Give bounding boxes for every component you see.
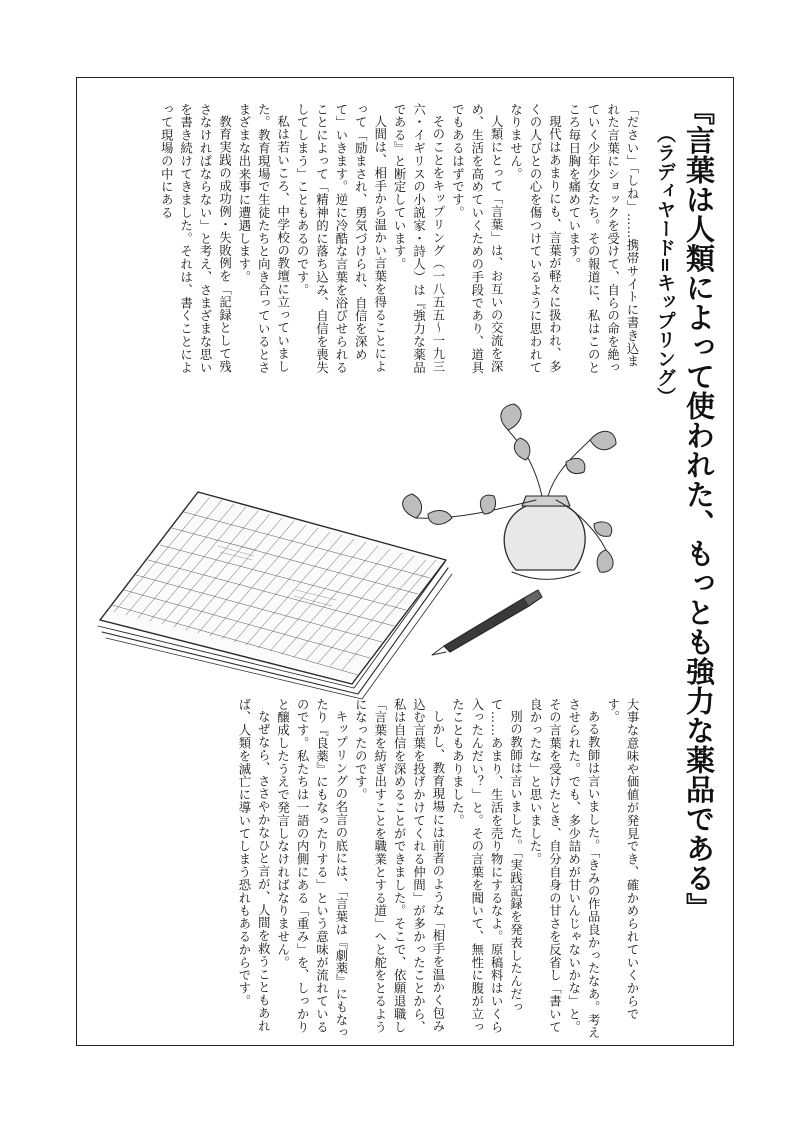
manuscript-and-plant-illustration	[96, 400, 636, 700]
paragraph: 人間は、相手から温かい言葉を得ることによって「励まされ、勇気づけられ、自信を深めて」いきます。逆に冷酷な言葉を浴びせられることによって「精神的に落ち込み、自信を喪失してしまう」こともあるのです。	[295, 103, 387, 374]
paragraph: 現代はあまりにも、言葉が軽々に扱われ、多くの人びとの心を傷つけているように思われてなりません。	[508, 103, 562, 374]
paragraph: キップリングの名言の底には、「言葉は『劇薬』にもなったり『良薬』にもなったりする」という意味が流れているのです。私たちは一語の内側にある「重み」を、しっかりと醸成したうえで発言しなければなりません。	[275, 698, 348, 1040]
body-text-lower	[96, 698, 641, 1041]
paragraph: ある教師は言いました。「きみの作品良かったなあ。考えさせられた。でも、多少詰めが甘いんじゃないかな」と。その言葉を受けたとき、自分自身の甘さを反省し「書いて良かったな」と思いました。	[527, 698, 601, 1040]
paragraph: 大事な意味や価値が発見でき、確かめられていくからです。	[605, 698, 639, 1021]
paragraph: 人類にとって「言葉」は、お互いの交流を深め、生活を高めていくための手段であり、道具でもあるはずです。	[450, 103, 504, 374]
article-title: 『言葉は人類によって使われた、もっとも強力な薬品である』	[682, 96, 716, 922]
paragraph: そのことをキップリング（一八五五～一九三六・イギリスの小説家・詩人）は『強力な薬品である』と断定しています。	[392, 103, 445, 374]
paragraph: 教育実践の成功例・失敗例を「記録として残さなければならない」と考え、さまざまな思いを書き続けてきました。それは、書くことによって現場の中にある	[159, 103, 232, 374]
paragraph: 私は若いころ、中学校の教壇に立っていました。教育現場で生徒たちと向き合っているとさまざまな出来事に遭遇します。	[236, 103, 290, 374]
article-subtitle: （ラディヤード=キップリング）	[654, 124, 676, 406]
illustration-svg	[96, 400, 636, 700]
body-text-upper	[96, 103, 641, 378]
paragraph: しかし、教育現場には前者のような「相手を温かく包み込む言葉を投げかけてくれる仲間」が多かったことから、私は自信を深めることができました。そこで、依願退職し「言葉を紡ぎ出すことを職業とする道」へと舵をとるようになったのです。	[353, 698, 445, 1034]
paragraph: 別の教師は言いました。「実践記録を発表したんだって……あまり、生活を売り物にするなよ。原稿料はいくら入ったんだい？」と。その言葉を聞いて、無性に腹が立ったこともありました。	[450, 698, 523, 1034]
paragraph: 「ださい」「しね」……携帯サイトに書き込まれた言葉にショックを受けて、自らの命を絶っていく少年少女たち。その報道に、私はこのところ毎日胸を痛めています。	[566, 103, 639, 374]
paragraph: なぜなら、ささやかなひと言が、人間を救うこともあれば、人類を滅亡に導いてしまう恐れもあるからです。	[236, 698, 271, 1033]
